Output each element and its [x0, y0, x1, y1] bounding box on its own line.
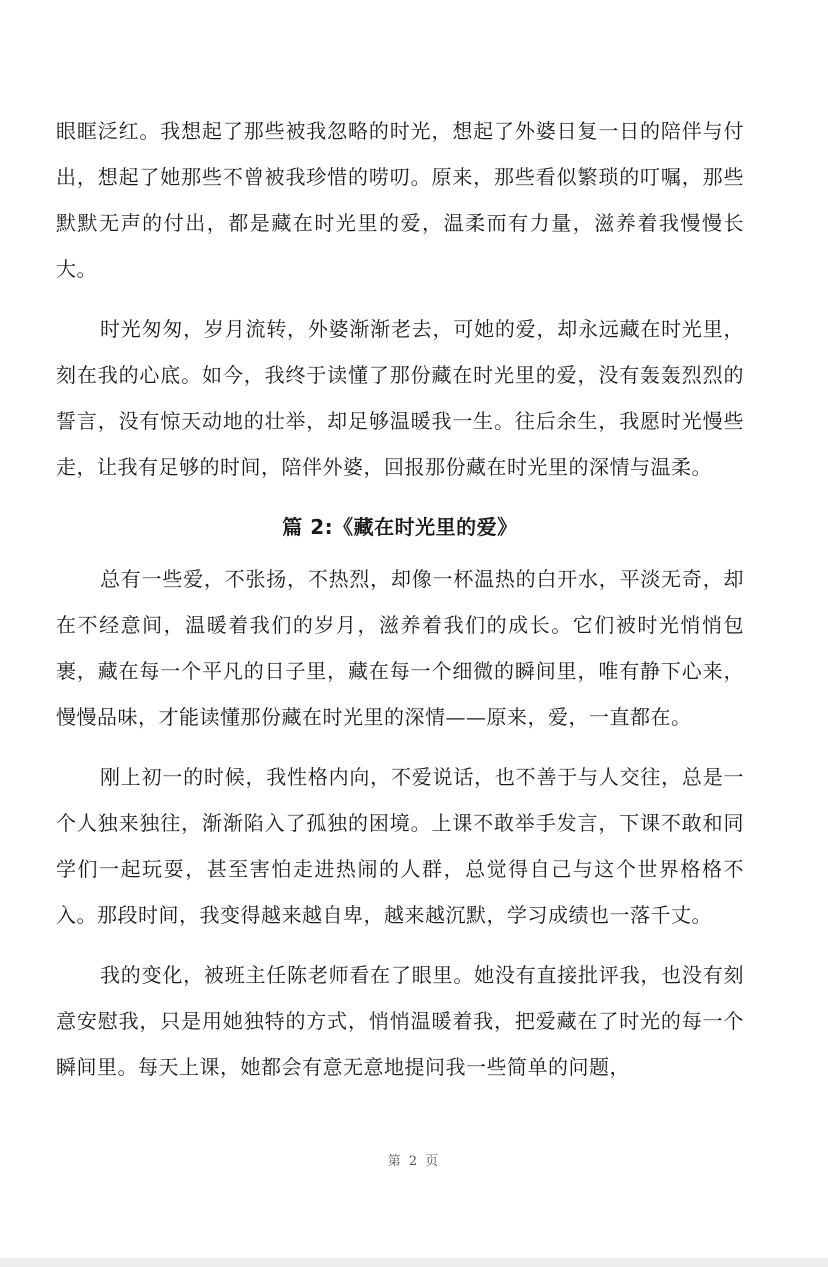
paragraph: 刚上初一的时候，我性格内向，不爱说话，也不善于与人交往，总是一个人独来独往，渐渐陷入了孤独的困境。上课不敢举手发言，下课不敢和同学们一起玩耍，甚至害怕走进热闹的人群，总觉得自己与这个世界格格不入。那段时间，我变得越来越自卑，越来越沉默，学习成绩也一落千丈。 — [56, 765, 744, 927]
paragraph: 总有一些爱，不张扬，不热烈，却像一杯温热的白开水，平淡无奇，却在不经意间，温暖着我们的岁月，滋养着我们的成长。它们被时光悄悄包裹，藏在每一个平凡的日子里，藏在每一个细微的瞬间里，唯有静下心来，慢慢品味，才能读懂那份藏在时光里的深情——原来，爱，一直都在。 — [56, 567, 744, 729]
section-title: 篇 2:《藏在时光里的爱》 — [282, 515, 518, 539]
page-content — [56, 108, 744, 1104]
paragraph: 我的变化，被班主任陈老师看在了眼里。她没有直接批评我，也没有刻意安慰我，只是用她独特的方式，悄悄温暖着我，把爱藏在了时光的每一个瞬间里。每天上课，她都会有意无意地提问我一些简单的问题， — [56, 963, 744, 1079]
paragraph: 眼眶泛红。我想起了那些被我忽略的时光，想起了外婆日复一日的陪伴与付出，想起了她那些不曾被我珍惜的唠叨。原来，那些看似繁琐的叮嘱，那些默默无声的付出，都是藏在时光里的爱，温柔而有力量，滋养着我慢慢长大。 — [56, 119, 744, 281]
paragraph: 时光匆匆，岁月流转，外婆渐渐老去，可她的爱，却永远藏在时光里，刻在我的心底。如今，我终于读懂了那份藏在时光里的爱，没有轰轰烈烈的誓言，没有惊天动地的壮举，却足够温暖我一生。往后余生，我愿时光慢些走，让我有足够的时间，陪伴外婆，回报那份藏在时光里的深情与温柔。 — [56, 317, 744, 479]
viewer-bottom-edge — [0, 1258, 828, 1267]
page-number: 第 2 页 — [387, 1154, 441, 1169]
